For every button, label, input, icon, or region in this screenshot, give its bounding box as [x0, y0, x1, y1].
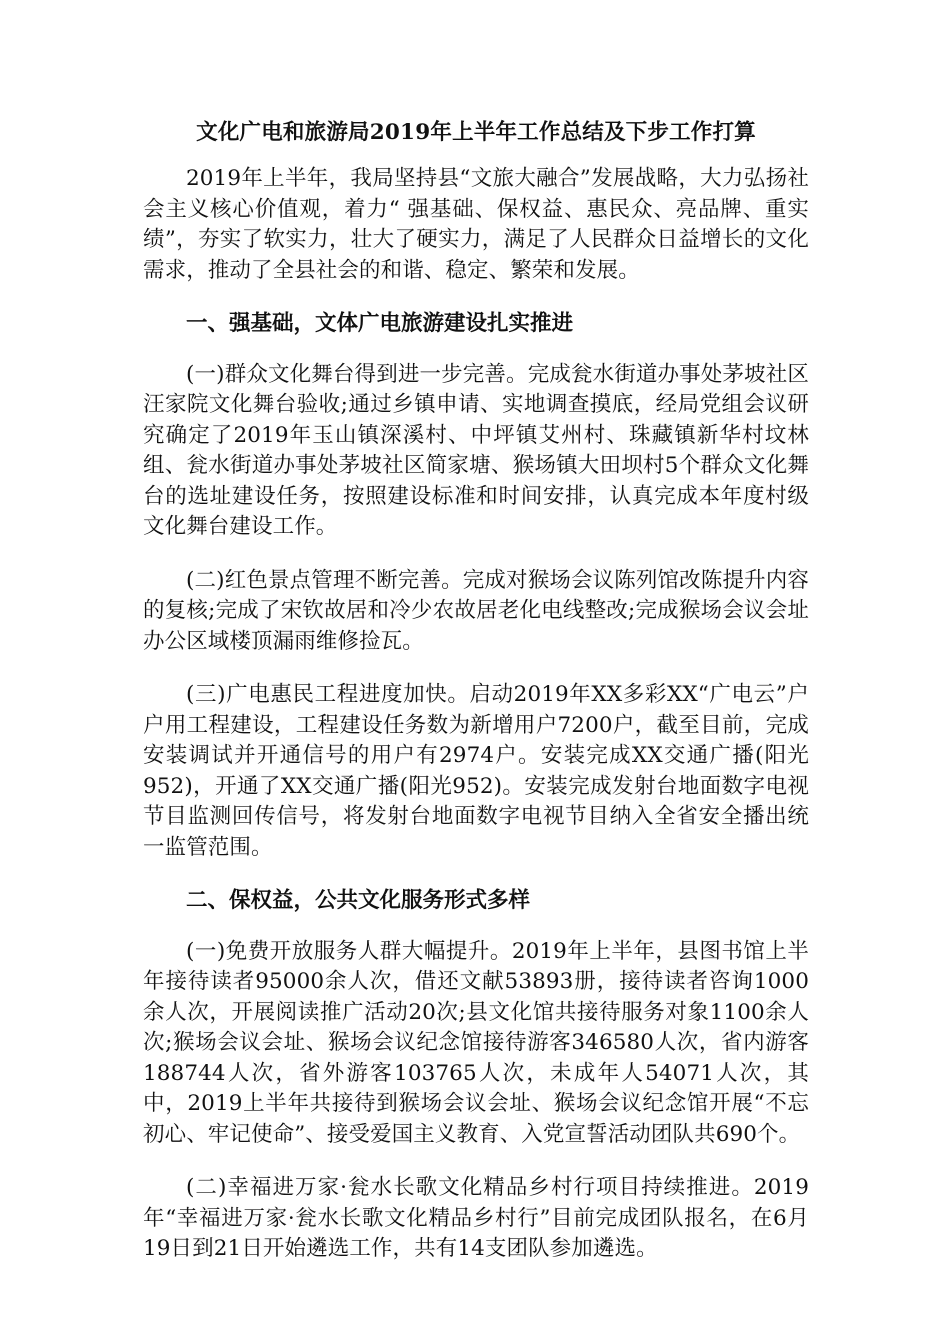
section-2-paragraph-1: (一)免费开放服务人群大幅提升。2019年上半年，县图书馆上半年接待读者95000余人次，借还文献53893册，接待读者咨询1000余人次，开展阅读推广活动20次;县文化馆共接待服务对象1100余人次;猴场会议会址、猴场会议纪念馆接待游客346580人次，省内游客188744人次，省外游客103765人次，未成年人54071人次，其中，2019上半年共接待到猴场会议会址、猴场会议纪念馆开展“不忘初心、牢记使命”、接受爱国主义教育、入党宣誓活动团队共690个。	[143, 938, 809, 1147]
section-1-heading: 一、强基础，文体广电旅游建设扎实推进	[186, 311, 574, 336]
section-2-heading: 二、保权益，公共文化服务形式多样	[186, 888, 531, 913]
section-1-paragraph-1: (一)群众文化舞台得到进一步完善。完成瓮水街道办事处茅坡社区汪家院文化舞台验收;通过乡镇申请、实地调查摸底，经局党组会议研究确定了2019年玉山镇深溪村、中坪镇艾州村、珠藏镇新华村坟林组、瓮水街道办事处茅坡社区简家塘、猴场镇大田坝村5个群众文化舞台的选址建设任务，按照建设标准和时间安排，认真完成本年度村级文化舞台建设工作。	[143, 361, 809, 539]
section-1-paragraph-2: (二)红色景点管理不断完善。完成对猴场会议陈列馆改陈提升内容的复核;完成了宋钦故居和冷少农故居老化电线整改;完成猴场会议会址办公区域楼顶漏雨维修捡瓦。	[143, 567, 809, 654]
intro-paragraph: 2019年上半年，我局坚持县“文旅大融合”发展战略，大力弘扬社会主义核心价值观，着力“ 强基础、保权益、惠民众、亮品牌、重实绩”，夯实了软实力，壮大了硬实力，满足了人民群众日益增长的文化需求，推动了全县社会的和谐、稳定、繁荣和发展。	[143, 166, 809, 283]
document-title: 文化广电和旅游局2019年上半年工作总结及下步工作打算	[196, 120, 756, 145]
section-1-paragraph-3: (三)广电惠民工程进度加快。启动2019年XX多彩XX“广电云”户户用工程建设，工程建设任务数为新增用户7200户，截至目前，完成安装调试并开通信号的用户有2974户。安装完成XX交通广播(阳光952)，开通了XX交通广播(阳光952)。安装完成发射台地面数字电视节目监测回传信号，将发射台地面数字电视节目纳入全省安全播出统一监管范围。	[143, 682, 809, 860]
document-page	[143, 118, 809, 1288]
section-2-paragraph-2: (二)幸福进万家·瓮水长歌文化精品乡村行项目持续推进。2019年“幸福进万家·瓮水长歌文化精品乡村行”目前完成团队报名，在6月19日到21日开始遴选工作，共有14支团队参加遴选。	[143, 1175, 809, 1261]
